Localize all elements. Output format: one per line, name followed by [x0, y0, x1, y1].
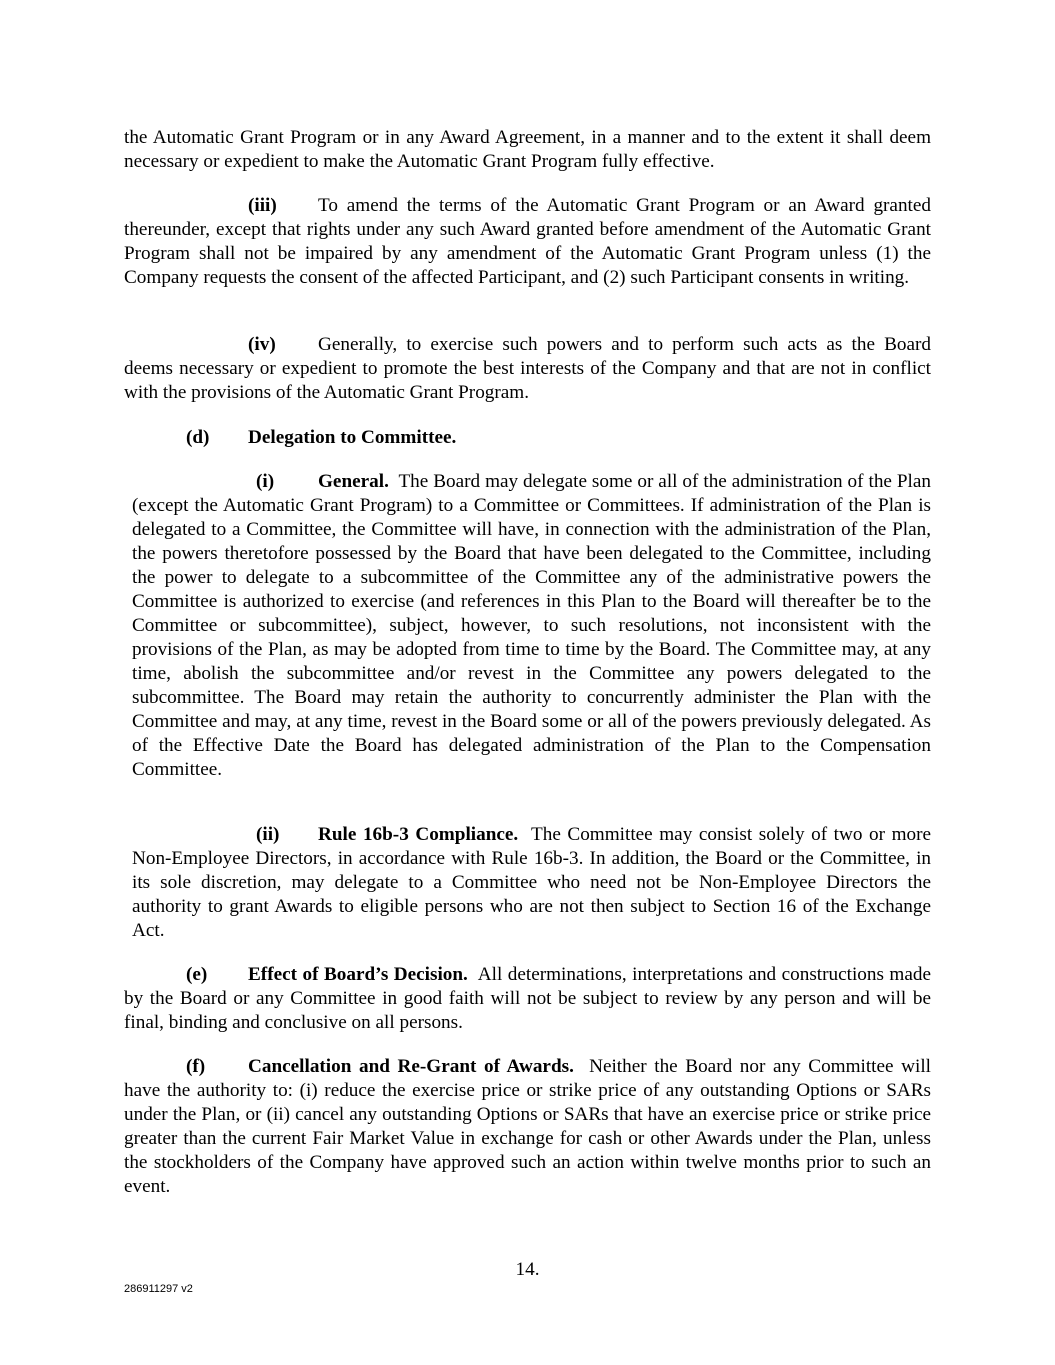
paragraph-iv-label: (iv): [248, 334, 276, 355]
document-id: 286911297 v2: [124, 1283, 193, 1295]
paragraph-d-i: [132, 470, 931, 782]
paragraph-iv: [124, 333, 931, 405]
section-d-heading: [124, 426, 931, 450]
paragraph-iii-label: (iii): [248, 195, 277, 216]
paragraph-d-ii-text: The Committee may consist solely of two or more Non-Employee Directors, in accordance with Rule 16b-3. In addition, the Board or the Committee, in its sole discretion, may delegate to a Committee who need not be Non-Employee Directors the authority to grant Awards to eligible persons who are not then subject to Section 16 of the Exchange Act.: [132, 824, 932, 941]
paragraph-d-i-heading: General.: [318, 471, 389, 492]
section-e: [124, 963, 931, 1035]
section-d-title: Delegation to Committee.: [248, 427, 457, 448]
section-e-text: All determinations, interpretations and constructions made by the Board or any Committee in good faith will not be subject to review by any person and will be final, binding and conclusive on all persons.: [124, 964, 931, 1033]
paragraph-d-ii-label: (ii): [256, 824, 280, 845]
paragraph-d-i-label: (i): [256, 471, 275, 492]
paragraph-iii: [124, 194, 931, 290]
section-f-text: Neither the Board nor any Committee will have the authority to: (i) reduce the exercise price or strike price of any outstanding Options or SARs under the Plan, or (ii) cancel any outstanding Options or SARs that have an exercise price or strike price greater than the current Fair Market Value in exchange for cash or other Awards under the Plan, unless the stockholders of the Company have approved such an action within twelve months prior to such an event.: [124, 1056, 931, 1197]
section-e-heading: Effect of Board’s Decision.: [248, 964, 468, 985]
section-f-label: (f): [186, 1056, 206, 1077]
section-e-label: (e): [186, 964, 208, 985]
section-f-heading: Cancellation and Re-Grant of Awards.: [248, 1056, 574, 1077]
continuation-text: the Automatic Grant Program or in any Award Agreement, in a manner and to the extent it shall deem necessary or expedient to make the Automatic Grant Program fully effective.: [124, 127, 931, 172]
continuation-paragraph: [124, 126, 931, 174]
paragraph-iii-text: To amend the terms of the Automatic Grant Program or an Award granted thereunder, except that rights under any such Award granted before amendment of the Automatic Grant Program shall not be impaired by any amendment of the Automatic Grant Program unless (1) the Company requests the consent of the affected Participant, and (2) such Participant consents in writing.: [124, 195, 931, 288]
section-f: [124, 1055, 931, 1199]
paragraph-d-i-text: The Board may delegate some or all of the administration of the Plan (except the Automatic Grant Program) to a Committee or Committees. If administration of the Plan is delegated to a Committee, the Committee will have, in connection with the administration of the Plan, the powers theretofore possessed by the Board that have been delegated to the Committee, including the power to delegate to a subcommittee of the Committee any of the administrative powers the Committee is authorized to exercise (and references in this Plan to the Board will thereafter be to the Committee or subcommittee), subject, however, to such resolutions, not inconsistent with the provisions of the Plan, as may be adopted from time to time by the Board. The Committee may, at any time, abolish the subcommittee and/or revest in the Committee any powers delegated to the subcommittee. The Board may retain the authority to concurrently administer the Plan with the Committee and may, at any time, revest in the Board some or all of the powers previously delegated. As of the Effective Date the Board has delegated administration of the Plan to the Compensation Committee.: [132, 471, 932, 780]
paragraph-d-ii: [132, 823, 931, 943]
page-number: 14.: [515, 1259, 540, 1280]
section-d-label: (d): [186, 427, 210, 448]
paragraph-d-ii-heading: Rule 16b-3 Compliance.: [318, 824, 519, 845]
paragraph-iv-text: Generally, to exercise such powers and to perform such acts as the Board deems necessary or expedient to promote the best interests of the Company and that are not in conflict with the provisions of the Automatic Grant Program.: [124, 334, 931, 403]
